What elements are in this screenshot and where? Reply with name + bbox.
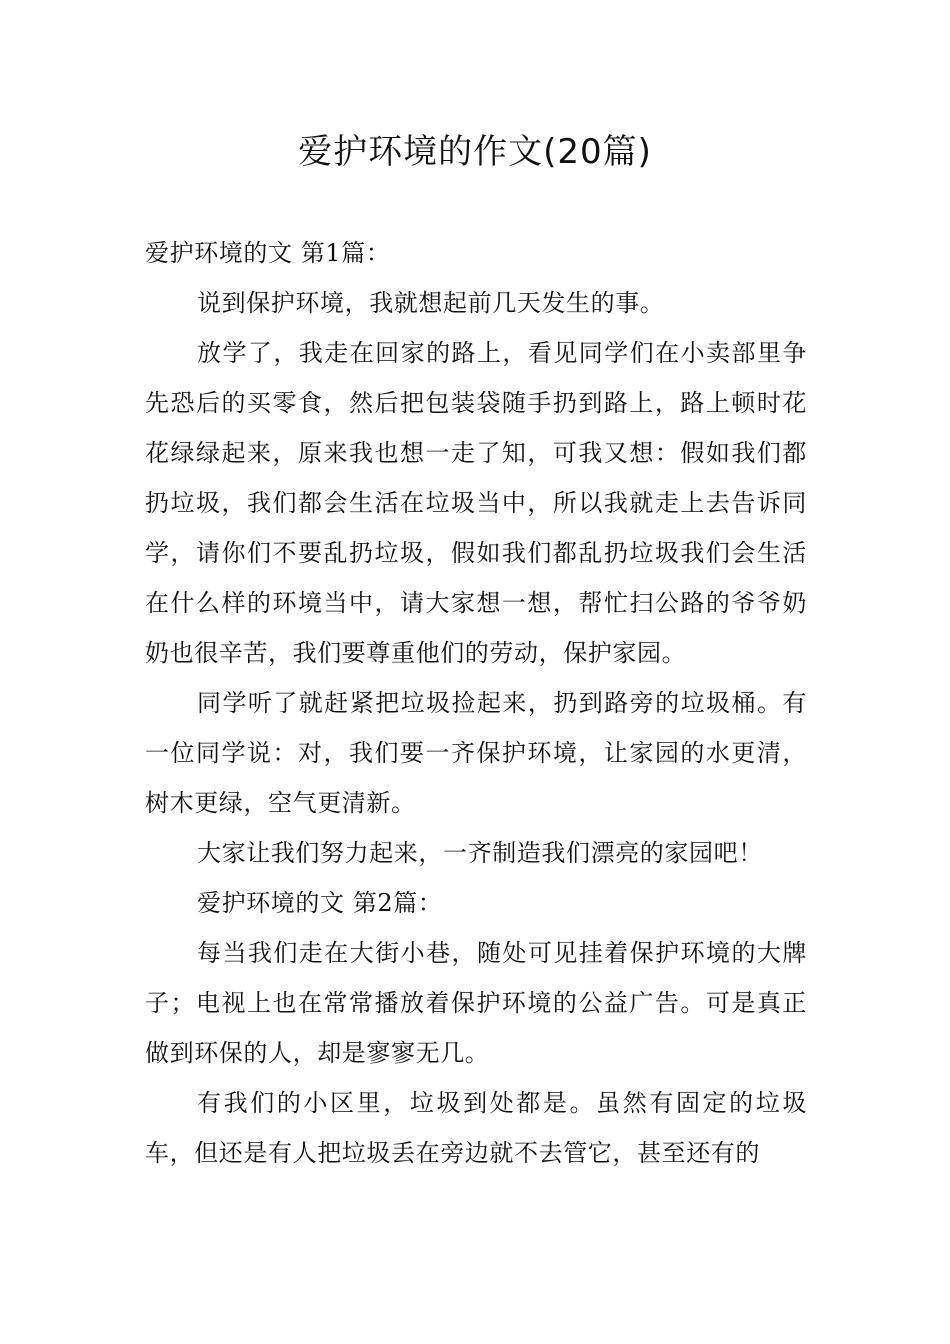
paragraph: 爱护环境的文 第1篇： bbox=[145, 239, 391, 267]
paragraph: 有我们的小区里，垃圾到处都是。虽然有固定的垃圾车，但还是有人把垃圾丢在旁边就不去管它，甚至还有的 bbox=[145, 1089, 807, 1167]
paragraph: 大家让我们努力起来，一齐制造我们漂亮的家园吧！ bbox=[197, 839, 763, 867]
paragraph: 爱护环境的文 第2篇： bbox=[197, 889, 443, 917]
paragraph: 同学听了就赶紧把垃圾捡起来，扔到路旁的垃圾桶。有一位同学说：对，我们要一齐保护环境，让家园的水更清，树木更绿，空气更清新。 bbox=[145, 689, 807, 817]
paragraph: 每当我们走在大街小巷，随处可见挂着保护环境的大牌子；电视上也在常常播放着保护环境的公益广告。可是真正做到环保的人，却是寥寥无几。 bbox=[145, 939, 807, 1067]
paragraph: 放学了，我走在回家的路上，看见同学们在小卖部里争先恐后的买零食，然后把包装袋随手扔到路上，路上顿时花花绿绿起来，原来我也想一走了知，可我又想：假如我们都扔垃圾，我们都会生活在垃圾当中，所以我就走上去告诉同学，请你们不要乱扔垃圾，假如我们都乱扔垃圾我们会生活在什么样的环境当中，请大家想一想，帮忙扫公路的爷爷奶奶也很辛苦，我们要尊重他们的劳动，保护家园。 bbox=[145, 339, 807, 667]
document-title: 爱护环境的作文(20篇) bbox=[298, 132, 652, 172]
paragraph: 说到保护环境，我就想起前几天发生的事。 bbox=[197, 289, 665, 317]
document-body bbox=[145, 228, 807, 1178]
